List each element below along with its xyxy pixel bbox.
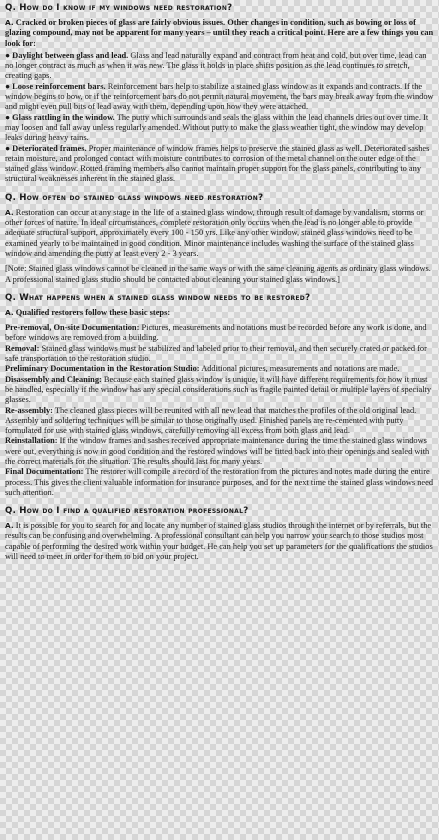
step-item [5,467,435,498]
q-marker: Q. [5,506,17,517]
bullet-item: ● Daylight between glass and lead. Glass and lead naturally expand and contract from heat and cold, but over time, lead can no longer contract as much as when it was new. The glass it holds in place shifts position as the lead continues to stretch, creating gaps. [5,50,427,81]
question-heading-4 [5,506,435,517]
step-item [5,436,435,467]
step-item [5,375,435,406]
answer-lead-3 [5,308,435,318]
answer-lead-text-3: Qualified restorers follow these basic steps: [15,307,171,317]
step-item [5,364,435,374]
bullet-term: Glass rattling in the window. [12,112,115,122]
answer-lead-text-1: Cracked or broken pieces of glass are fairly obvious issues. Other changes in condition, such as bowing or loss of glazing compound, may not be apparent for many years – until they reach a critical point. Here are a few things you can look for: [5,18,434,48]
bullet-item: ● Loose reinforcement bars. Reinforcement bars help to stabilize a stained glass window as it expands and contracts. If the window begins to bow, or if the reinforcement bars do not permit natural movement, the bars may break away from the window and might even pull bits of lead away with them, depending upon how they were attached. [5,81,434,112]
step-term: Final Documentation: [5,467,84,477]
q-marker: Q. [5,3,17,13]
bullet-item: ● Deteriorated frames. Proper maintenance of window frames helps to preserve the stained glass as well. Deteriorated sashes retain moisture, and prolonged contact with moisture contributes to corrosion of the metal channel on the outer edge of the stained glass window. Rotted framing members also cannot maintain proper support for the glass panels, contributing to any structural weaknesses inherent in the stained glass. [5,143,430,184]
step-term: Disassembly and Cleaning: [5,374,102,384]
question-text-4: How do I find a qualified restoration professional? [19,506,249,517]
answer-4 [5,521,435,562]
q-marker: Q. [5,192,17,203]
step-text: If the window frames and sashes received appropriate maintenance during the time the stained glass windows were out, everything is now in good condition and the restored windows will be fitted back into their openings and sealed with the correct materials for the situation. The results should last for many years. [5,436,430,466]
question-text-2: How often do stained glass windows need restoration? [19,192,264,203]
step-text: The cleaned glass pieces will be reunited with all new lead that matches the profiles of the old original lead. Assembly and soldering techniques will be similar to those originally used. Finished panels are re-cemented with putty formulated for use with stained glass windows, carefully removing all excess from both glass and lead. [5,405,417,436]
bullet-text: Reinforcement bars help to stabilize a stained glass window as it expands and contracts. If the window begins to bow, or if the reinforcement bars do not permit natural movement, the bars may break away from the window and might even pull bits of lead away with them, depending upon how they were attached. [5,81,434,112]
step-item [5,406,435,437]
step-item [5,344,435,365]
bullet-text: Glass and lead naturally expand and contract from heat and cold, but over time, lead can no longer contract as much as when it was new. The glass it holds in place shifts position as the lead continues to stretch, creating gaps. [5,50,427,81]
step-term: Pre-removal, On-site Documentation: [5,323,140,333]
a-marker: A. [5,207,14,217]
step-term: Re-assembly: [5,405,53,415]
step-text: Additional pictures, measurements and notations are made. [199,364,400,374]
bullet-term: Daylight between glass and lead. [12,50,129,60]
q-marker: Q. [5,292,17,303]
note-2: [Note: Stained glass windows cannot be cleaned in the same ways or with the same cleaning agents as ordinary glass windows. A professional stained glass studio should be contacted about cleaning your stained glass windows.] [5,264,431,284]
bullet-text: The putty which surrounds and seals the glass within the lead channels dries out over time. It may loosen and fall away unless regularly amended. Without putty to make the glass weather tight, the window may develop leaks during heavy rains. [5,112,429,143]
bullet-term: Deteriorated frames. [12,143,87,153]
answer-text-4: It is possible for you to search for and locate any number of stained glass studios through the internet or by referrals, but the results can be confusing and overwhelming. A professional consultant can help you narrow your search to those studios most capable of performing the desired work within your budget. He can help you set up parameters for the qualifications the studios will need to meet in order for them to bid on your project. [5,521,433,562]
step-text: Stained glass windows must be stabilized and labeled prior to their removal, and then securely crated or packed for safe transportation to the restoration studio. [5,343,427,364]
step-item [5,323,435,344]
step-text: Pictures, measurements and notations must be recorded before any work is done, and before windows are removed from a building. [5,323,427,343]
bullet-term: Loose reinforcement bars. [12,81,106,91]
a-marker: A. [5,307,14,317]
question-text-3: What happens when a stained glass window needs to be restored? [19,292,311,303]
step-term: Preliminary Documentation in the Restoration Studio: [5,364,200,374]
a-marker: A. [5,18,14,27]
a-marker: A. [5,521,14,531]
question-text-1: How do I know if my windows need restoration? [19,3,233,13]
step-text: Because each stained glass window is unique, it will have different requirements for how it must be handled, especially if the window has any special considerations such as fragile painted detail or multiple layers of specialty glasses. [5,374,432,405]
step-text: The restorer will compile a record of the restoration from the pictures and notes made during the entire process. This gives the client valuable information for insurance purposes, and for the next time the stained glass windows need such attention. [5,467,434,497]
bullet-text: Proper maintenance of window frames helps to preserve the stained glass as well. Deteriorated sashes retain moisture, and prolonged contact with moisture contributes to corrosion of the metal channel on the outer edge of the stained glass window. Rotted framing members also cannot maintain proper support for the glass panels, contributing to any structural weaknesses inherent in the stained glass. [5,143,430,184]
question-heading-1 [5,3,435,14]
answer-2 [5,208,435,259]
question-heading-3 [5,293,435,304]
answer-text-2: Restoration can occur at any stage in the life of a stained glass window, through result of damage by vandalism, storms or other forces of nature. In ideal circumstances, complete restoration only occurs when the lead is no longer able to provide adequate structural support, approximately every 100 - 150 yrs. Like any other window, stained glass windows need to be examined yearly to be maintained in good condition. Minor maintenance includes washing the surface of the stained glass window and amending the putty at least every 2 - 3 years. [5,207,424,258]
question-heading-2 [5,193,435,204]
answer-lead-1 [5,18,435,49]
step-term: Reinstallation: [5,436,58,446]
bullet-item: ● Glass rattling in the window. The putty which surrounds and seals the glass within the lead channels dries out over time. It may loosen and fall away unless regularly amended. Without putty to make the glass weather tight, the window may develop leaks during heavy rains. [5,112,429,143]
step-term: Removal: [5,343,40,353]
